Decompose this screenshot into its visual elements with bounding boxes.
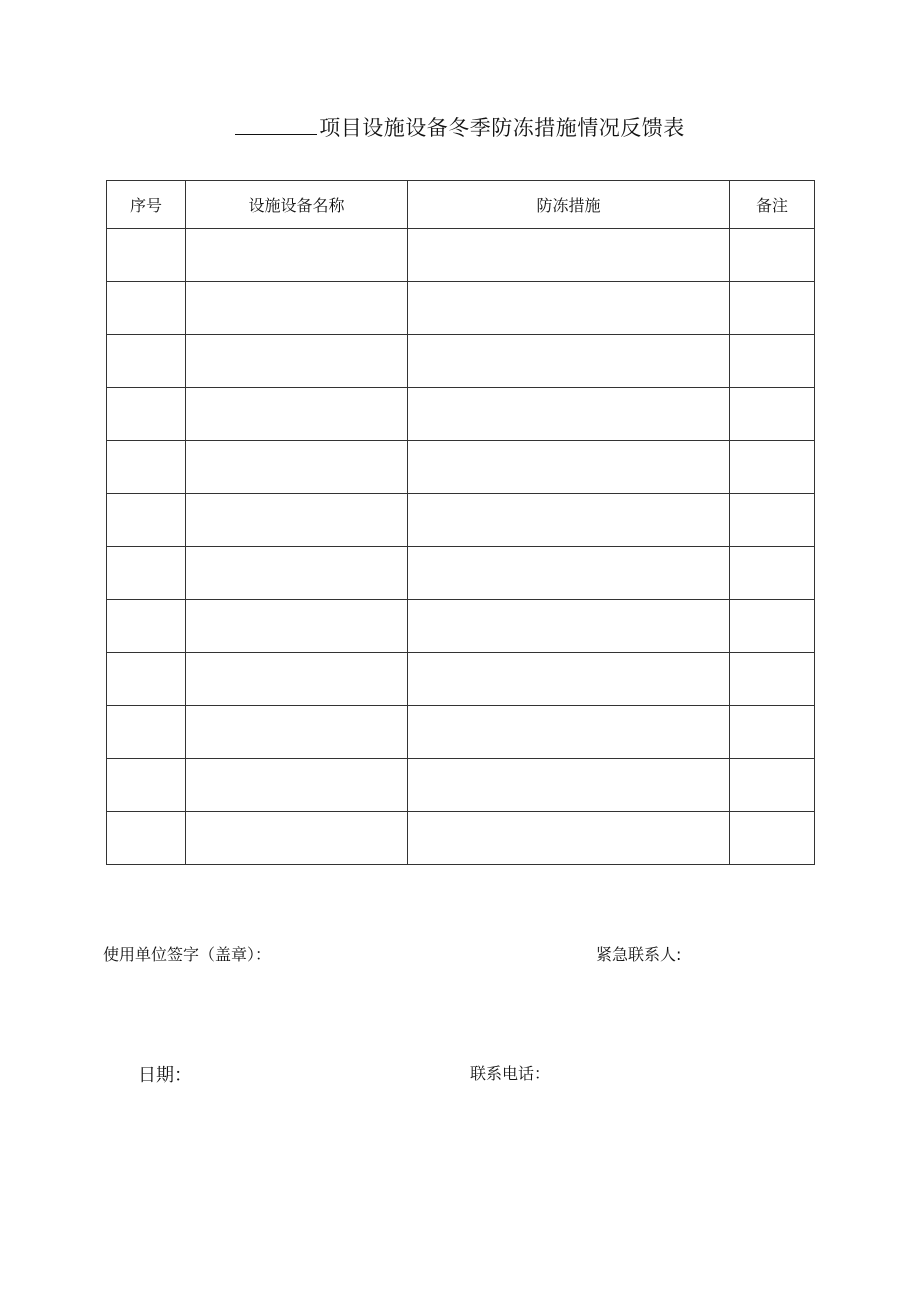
cell-facility-name[interactable] — [186, 653, 408, 706]
table-row — [107, 335, 815, 388]
table-row — [107, 706, 815, 759]
cell-remarks[interactable] — [730, 335, 815, 388]
cell-facility-name[interactable] — [186, 388, 408, 441]
emergency-contact-label: 紧急联系人: — [596, 945, 682, 964]
cell-remarks[interactable] — [730, 653, 815, 706]
date-label: 日期： — [138, 1065, 192, 1086]
cell-remarks[interactable] — [730, 282, 815, 335]
cell-antifreeze-measures[interactable] — [408, 653, 730, 706]
cell-remarks[interactable] — [730, 547, 815, 600]
cell-seq[interactable] — [107, 388, 186, 441]
cell-seq[interactable] — [107, 759, 186, 812]
table-row — [107, 759, 815, 812]
table-row — [107, 653, 815, 706]
header-seq: 序号 — [107, 181, 186, 229]
cell-antifreeze-measures[interactable] — [408, 706, 730, 759]
cell-antifreeze-measures[interactable] — [408, 547, 730, 600]
cell-facility-name[interactable] — [186, 547, 408, 600]
cell-antifreeze-measures[interactable] — [408, 812, 730, 865]
header-antifreeze-measures: 防冻措施 — [408, 181, 730, 229]
cell-seq[interactable] — [107, 229, 186, 282]
cell-remarks[interactable] — [730, 388, 815, 441]
cell-remarks[interactable] — [730, 441, 815, 494]
cell-seq[interactable] — [107, 812, 186, 865]
cell-seq[interactable] — [107, 335, 186, 388]
header-facility-name: 设施设备名称 — [186, 181, 408, 229]
phone-label: 联系电话： — [470, 1064, 551, 1083]
cell-antifreeze-measures[interactable] — [408, 759, 730, 812]
cell-facility-name[interactable] — [186, 706, 408, 759]
cell-antifreeze-measures[interactable] — [408, 388, 730, 441]
table-row — [107, 600, 815, 653]
cell-antifreeze-measures[interactable] — [408, 600, 730, 653]
cell-seq[interactable] — [107, 706, 186, 759]
cell-seq[interactable] — [107, 494, 186, 547]
cell-seq[interactable] — [107, 547, 186, 600]
table-header-row — [107, 181, 815, 229]
cell-facility-name[interactable] — [186, 335, 408, 388]
cell-facility-name[interactable] — [186, 441, 408, 494]
cell-facility-name[interactable] — [186, 229, 408, 282]
cell-remarks[interactable] — [730, 812, 815, 865]
cell-seq[interactable] — [107, 441, 186, 494]
cell-facility-name[interactable] — [186, 282, 408, 335]
table-row — [107, 282, 815, 335]
cell-seq[interactable] — [107, 600, 186, 653]
cell-antifreeze-measures[interactable] — [408, 494, 730, 547]
cell-remarks[interactable] — [730, 706, 815, 759]
cell-antifreeze-measures[interactable] — [408, 282, 730, 335]
cell-seq[interactable] — [107, 282, 186, 335]
cell-antifreeze-measures[interactable] — [408, 441, 730, 494]
table-row — [107, 547, 815, 600]
form-title — [0, 112, 920, 143]
table-row — [107, 229, 815, 282]
cell-facility-name[interactable] — [186, 759, 408, 812]
signature-label: 使用单位签字（盖章）： — [103, 945, 272, 964]
table-row — [107, 441, 815, 494]
table-row — [107, 388, 815, 441]
cell-remarks[interactable] — [730, 494, 815, 547]
cell-antifreeze-measures[interactable] — [408, 229, 730, 282]
table-row — [107, 812, 815, 865]
table-row — [107, 494, 815, 547]
cell-seq[interactable] — [107, 653, 186, 706]
cell-remarks[interactable] — [730, 759, 815, 812]
cell-facility-name[interactable] — [186, 600, 408, 653]
cell-remarks[interactable] — [730, 229, 815, 282]
feedback-table — [106, 180, 815, 865]
form-title-text: 项目设施设备冬季防冻措施情况反馈表 — [319, 116, 685, 140]
cell-facility-name[interactable] — [186, 812, 408, 865]
project-name-blank[interactable] — [235, 112, 317, 135]
cell-antifreeze-measures[interactable] — [408, 335, 730, 388]
cell-remarks[interactable] — [730, 600, 815, 653]
header-remarks: 备注 — [730, 181, 815, 229]
cell-facility-name[interactable] — [186, 494, 408, 547]
